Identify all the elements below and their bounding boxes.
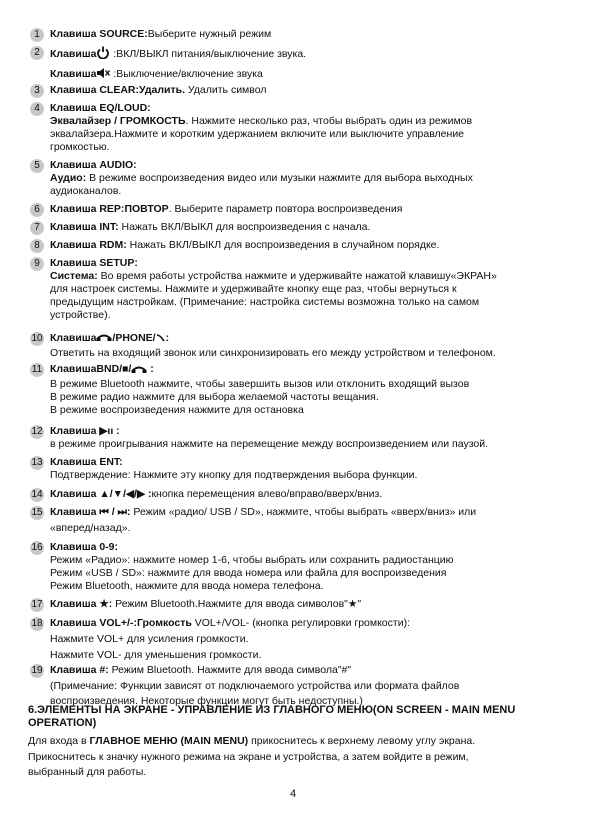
key-title: Клавиша ★: [50, 598, 113, 610]
item-number: 19 [31, 665, 43, 676]
mute-icon [96, 67, 110, 83]
list-item [30, 598, 562, 611]
key-desc: . Нажмите несколько раз, чтобы выбрать один из режимов [185, 115, 473, 127]
list-item [30, 363, 562, 417]
list-item [30, 456, 562, 482]
item-number: 18 [31, 618, 43, 629]
list-item [30, 506, 562, 535]
list-item [30, 84, 562, 97]
phone-handset-icon [156, 333, 166, 347]
key-desc: :ВКЛ/ВЫКЛ питания/выключение звука. [110, 48, 307, 60]
key-desc-line: предыдущим настройкам. (Примечание: настройка системы возможна только на самом [50, 296, 480, 308]
key-desc-line: «вперед/назад». [50, 522, 131, 534]
key-title: Клавиша RDM: [50, 239, 127, 251]
key-desc: Режим Bluetooth. Нажмите для ввода символа"#" [108, 664, 352, 676]
item-number: 1 [30, 28, 44, 42]
section-paragraph [28, 735, 568, 780]
key-desc-line: Подтверждение: Нажмите эту кнопку для подтверждения выбора функции. [50, 469, 418, 481]
key-desc-line: Нажмите VOL- для уменьшения громкости. [50, 649, 262, 661]
section-heading [28, 704, 568, 730]
key-desc: . Выберите параметр повтора воспроизведения [168, 203, 403, 215]
list-item [30, 159, 562, 198]
para-text: прикоснитесь к верхнему левому углу экрана. [248, 735, 476, 747]
key-title-part: BND/■/ [96, 363, 132, 375]
key-desc-line: громкостью. [50, 141, 110, 153]
key-title-part: /PHONE/ [112, 332, 156, 344]
key-title: Клавиша [50, 363, 97, 375]
key-desc: Режим Bluetooth.Нажмите для ввода символов"★" [112, 598, 362, 610]
key-title: Клавиша 0-9: [50, 541, 119, 553]
key-action: ПОВТОР [124, 203, 169, 215]
hang-up-icon [131, 364, 147, 378]
item-number: 12 [31, 426, 43, 437]
item-number: 7 [30, 221, 44, 235]
section-heading-line: OPERATION) [28, 717, 97, 729]
key-desc: Режим «радио/ USB / SD», нажмите, чтобы выбрать «вверх/вниз» или [130, 506, 477, 518]
list-item [30, 46, 562, 83]
key-title: Клавиша [50, 48, 97, 60]
list-item [30, 425, 562, 451]
power-icon [96, 46, 110, 63]
key-title: Клавиша INT: [50, 221, 119, 233]
para-text: Для входа в [28, 735, 90, 747]
item-number: 3 [30, 84, 44, 98]
list-item [30, 257, 562, 322]
key-desc-line: В режиме Bluetooth нажмите, чтобы завершить вызов или отклонить входящий вызов [50, 378, 470, 390]
key-title: Клавиша SETUP: [50, 257, 138, 269]
key-desc-line: для настроек системы. Нажмите и удерживайте кнопку еще раз, чтобы вернуться к [50, 283, 457, 295]
list-item [30, 332, 562, 360]
item-number: 17 [31, 599, 43, 610]
item-number: 15 [31, 507, 43, 518]
item-number: 5 [30, 159, 44, 173]
item-number: 9 [30, 257, 44, 271]
key-title: Клавиша EQ/LOUD: [50, 102, 151, 114]
key-action: Удалить. [139, 84, 186, 96]
key-desc: Удалить символ [185, 84, 267, 96]
para-text: Прикоснитесь к значку нужного режима на экране и устройства, а затем войдите в режим, [28, 750, 469, 763]
key-title-part: : [165, 332, 170, 344]
item-number: 8 [30, 239, 44, 253]
key-desc-line: Ответить на входящий звонок или синхронизировать его между устройством и телефоном. [50, 347, 496, 359]
key-desc: Во время работы устройства нажмите и удерживайте нажатой клавишу«ЭКРАН» [97, 270, 497, 282]
key-title: Клавиша ENT: [50, 456, 123, 468]
key-desc: Нажать ВКЛ/ВЫКЛ для воспроизведения в случайном порядке. [126, 239, 440, 251]
key-subtitle: Аудио: [50, 172, 87, 184]
key-title-part: : [147, 363, 154, 375]
list-item [30, 102, 562, 154]
section-heading-line: 6.ЭЛЕМЕНТЫ НА ЭКРАНЕ - УПРАВЛЕНИЕ ИЗ ГЛАВНОГО МЕНЮ(ON SCREEN - MAIN MENU [28, 704, 516, 716]
list-item [30, 488, 562, 501]
key-desc-line: Режим Bluetooth, нажмите для ввода номера телефона. [50, 580, 324, 592]
key-desc-line: Нажмите VOL+ для усиления громкости. [50, 633, 249, 645]
key-desc-line: (Примечание: Функции зависят от подключаемого устройства или формата файлов [50, 680, 460, 692]
item-number: 6 [30, 203, 44, 217]
key-title: Клавиша ⏮ / ⏭: [50, 506, 131, 518]
key-title: Клавиша REP: [50, 203, 125, 215]
list-item [30, 617, 562, 662]
key-desc-line: аудиоканалов. [50, 185, 122, 197]
key-desc-line: воспроизведения. Некоторые функции могут быть недоступны.) [50, 695, 363, 707]
key-title: Клавиша ▶ıı : [50, 425, 120, 437]
key-desc-line: Режим «Радио»: нажмите номер 1-6, чтобы выбрать или сохранить радиостанцию [50, 554, 454, 566]
key-title: Клавиша AUDIO: [50, 159, 137, 171]
item-number: 11 [31, 364, 43, 375]
item-number: 14 [31, 489, 43, 500]
list-item [30, 239, 562, 252]
item-number: 4 [30, 102, 44, 116]
item-number: 10 [31, 333, 43, 344]
key-desc-line: В режиме воспроизведения нажмите для остановка [50, 404, 304, 416]
list-item [30, 664, 562, 708]
key-desc-line: Режим «USB / SD»: нажмите для ввода номера или файла для воспроизведения [50, 567, 447, 579]
key-desc-line: эквалайзера.Нажмите и коротким удержанием включите или выключите управление [50, 128, 465, 140]
key-desc: Нажать ВКЛ/ВЫКЛ для воспроизведения с начала. [118, 221, 371, 233]
item-number: 16 [31, 542, 43, 553]
para-text: выбранный для работы. [28, 766, 147, 778]
page-number: 4 [290, 788, 297, 800]
key-subtitle: Эквалайзер / ГРОМКОСТЬ [50, 115, 186, 127]
key-title: Клавиша #: [50, 664, 109, 676]
key-desc: В режиме воспроизведения видео или музыки нажмите для выбора выходных [86, 172, 473, 184]
key-title: Клавиша [50, 68, 97, 80]
key-desc: VOL+/VOL- (кнопка регулировки громкости): [191, 617, 410, 629]
key-desc: :Выключение/включение звука [110, 68, 263, 80]
key-title: Клавиша VOL+/-: [50, 617, 137, 629]
key-desc: Выберите нужный режим [147, 28, 272, 40]
key-title: Клавиша ▲/▼/◀/▶ : [50, 488, 152, 500]
para-emphasis: ГЛАВНОЕ МЕНЮ (MAIN MENU) [89, 735, 249, 747]
key-subtitle: Система: [50, 270, 98, 282]
call-answer-icon [96, 333, 112, 347]
key-desc: кнопка перемещения влево/вправо/вверх/вниз. [151, 488, 383, 500]
key-desc-line: В режиме радио нажмите для выбора желаемой частоты вещания. [50, 391, 379, 403]
list-item [30, 541, 562, 593]
key-title: Клавиша [50, 332, 97, 344]
key-title: Клавиша CLEAR: [50, 84, 139, 96]
item-number: 2 [30, 46, 44, 60]
key-action: Громкость [136, 617, 192, 629]
list-item [30, 28, 562, 41]
item-number: 13 [31, 457, 43, 468]
key-desc-line: устройстве). [50, 309, 111, 321]
list-item [30, 203, 562, 216]
list-item [30, 221, 562, 234]
key-title: Клавиша SOURCE: [50, 28, 148, 40]
key-desc-line: в режиме проигрывания нажмите на перемещение между воспроизведением или паузой. [50, 438, 489, 450]
